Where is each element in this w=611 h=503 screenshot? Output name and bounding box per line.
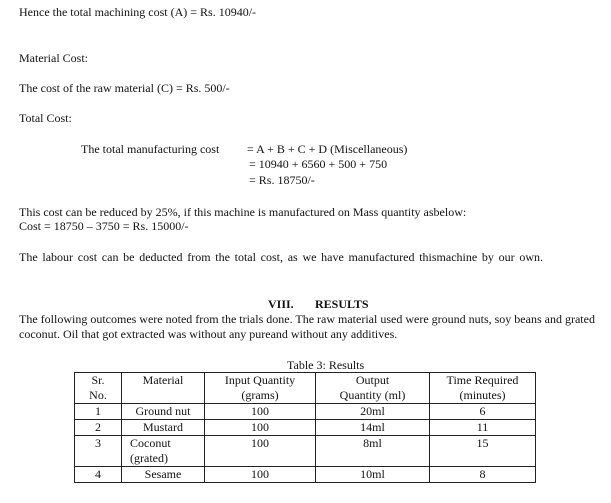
cell-material: Sesame	[122, 467, 205, 483]
manufacturing-cost-line-2: = 10940 + 6560 + 500 + 750	[249, 157, 388, 171]
cell-time-required: 15	[430, 436, 536, 467]
section-number: VIII.	[268, 297, 294, 311]
cell-material: Coconut (grated)	[122, 436, 205, 467]
outcomes-paragraph-line-2: coconut. Oil that got extracted was without any pureand without any additives.	[19, 327, 398, 341]
reduced-cost-line: Cost = 18750 – 3750 = Rs. 15000/-	[19, 219, 189, 233]
cell-material: Mustard	[122, 420, 205, 436]
table-row	[75, 436, 536, 467]
manufacturing-cost-label: The total manufacturing cost	[81, 142, 220, 156]
header-input-quantity: Input Quantity (grams)	[205, 373, 316, 404]
header-output-quantity: Output Quantity (ml)	[316, 373, 430, 404]
table-row	[75, 404, 536, 420]
material-cost-heading: Material Cost:	[19, 51, 88, 65]
outcomes-paragraph-line-1: The following outcomes were noted from the trials done. The raw material used were ground nuts, soy beans and grated	[19, 312, 595, 326]
header-time-required: Time Required (minutes)	[430, 373, 536, 404]
cell-sr-no: 2	[75, 420, 122, 436]
cell-material: Ground nut	[122, 404, 205, 420]
cell-sr-no: 1	[75, 404, 122, 420]
header-material: Material	[122, 373, 205, 404]
total-cost-heading: Total Cost:	[19, 111, 72, 125]
manufacturing-cost-line-1: = A + B + C + D (Miscellaneous)	[247, 142, 408, 156]
results-table	[74, 372, 536, 483]
cell-sr-no: 3	[75, 436, 122, 467]
cell-time-required: 8	[430, 467, 536, 483]
labour-cost-paragraph: The labour cost can be deducted from the total cost, as we have manufactured thismachine by our own.	[19, 250, 543, 264]
table-row	[75, 420, 536, 436]
cell-input-quantity: 100	[205, 436, 316, 467]
cell-input-quantity: 100	[205, 420, 316, 436]
manufacturing-cost-line-3: = Rs. 18750/-	[249, 173, 315, 187]
raw-material-cost-line: The cost of the raw material (C) = Rs. 500/-	[19, 81, 230, 95]
cell-time-required: 6	[430, 404, 536, 420]
cell-sr-no: 4	[75, 467, 122, 483]
cell-input-quantity: 100	[205, 404, 316, 420]
machining-cost-line: Hence the total machining cost (A) = Rs. 10940/-	[19, 5, 257, 19]
cell-output-quantity: 10ml	[316, 467, 430, 483]
table-caption: Table 3: Results	[287, 358, 365, 372]
cell-output-quantity: 8ml	[316, 436, 430, 467]
cell-input-quantity: 100	[205, 467, 316, 483]
table-row	[75, 467, 536, 483]
cell-time-required: 11	[430, 420, 536, 436]
cell-output-quantity: 14ml	[316, 420, 430, 436]
section-title: RESULTS	[315, 297, 369, 311]
header-sr-no: Sr. No.	[75, 373, 122, 404]
cell-output-quantity: 20ml	[316, 404, 430, 420]
table-header-row	[75, 373, 536, 404]
mass-production-reduction: This cost can be reduced by 25%, if this machine is manufactured on Mass quantity asbelow:	[19, 205, 467, 219]
